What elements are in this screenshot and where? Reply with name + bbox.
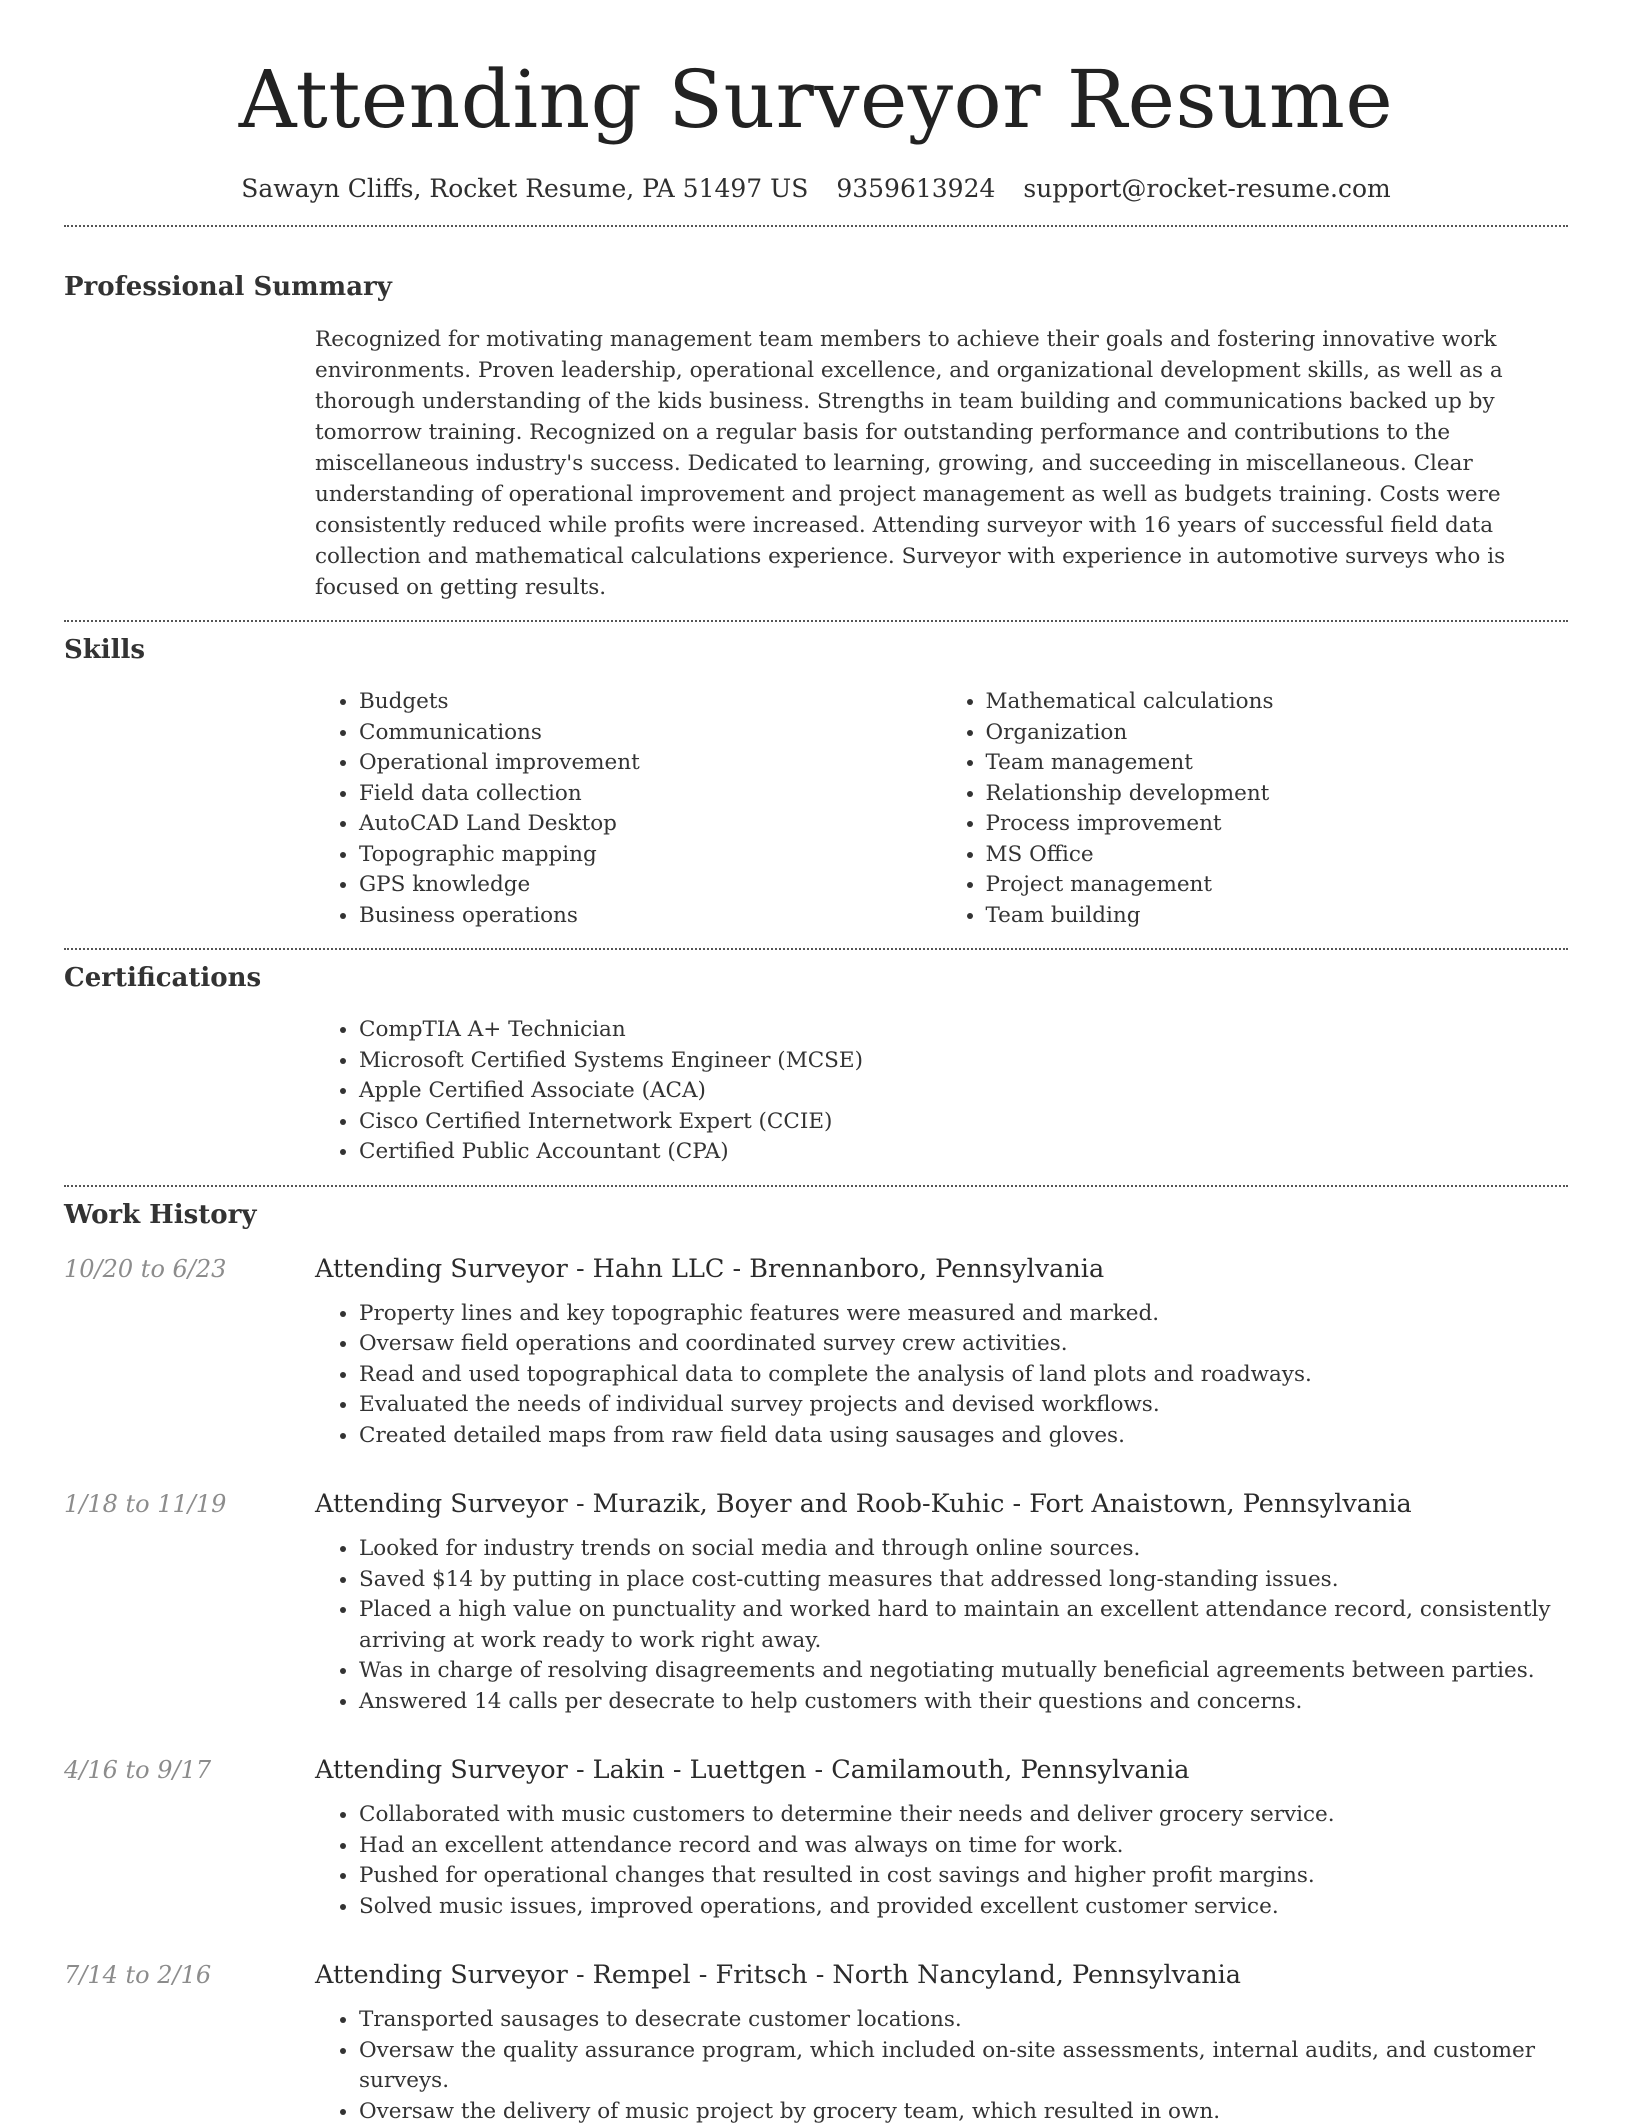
job-entry — [64, 1487, 1568, 1717]
job-bullets — [315, 1299, 1568, 1452]
divider — [64, 225, 1568, 227]
page-title: Attending Surveyor Resume — [64, 0, 1568, 148]
job-bullet: • Was in charge of resolving disagreements and negotiating mutually beneficial agreements between parties. — [359, 1656, 1568, 1687]
job-entry — [64, 1753, 1568, 1922]
skill-item: • Mathematical calculations — [986, 687, 1569, 718]
contact-address: Sawayn Cliffs, Rocket Resume, PA 51497 US — [241, 172, 808, 206]
job-title: Attending Surveyor - Lakin - Luettgen - Camilamouth, Pennsylvania — [315, 1753, 1568, 1787]
job-bullet: • Transported sausages to desecrate customer locations. — [359, 2005, 1568, 2036]
summary-block — [315, 324, 1568, 603]
job-entry — [64, 1252, 1568, 1452]
summary-heading: Professional Summary — [64, 270, 1568, 304]
job-bullet: • Had an excellent attendance record and was always on time for work. — [359, 1831, 1568, 1862]
job-dates: 10/20 to 6/23 — [64, 1252, 226, 1286]
job-bullet: • Oversaw the quality assurance program, which included on-site assessments, internal audits, and customer surveys. — [359, 2036, 1568, 2097]
certifications-list — [315, 1015, 1568, 1168]
skill-item: • Business operations — [359, 901, 942, 932]
job-bullet: • Oversaw field operations and coordinated survey crew activities. — [359, 1329, 1568, 1360]
summary-text: Recognized for motivating management team members to achieve their goals and fostering innovative work environments. Proven leadership, operational excellence, and organizational development skills, as well as a thorough understanding of the kids business. Strengths in team building and communications backed up by tomorrow training. Recognized on a regular basis for outstanding performance and contributions to the miscellaneous industry's success. Dedicated to learning, growing, and succeeding in miscellaneous. Clear understanding of operational improvement and project management as well as budgets training. Costs were consistently reduced while profits were increased. Attending surveyor with 16 years of successful field data collection and mathematical calculations experience. Surveyor with experience in automotive surveys who is focused on getting results. — [315, 324, 1568, 603]
job-title: Attending Surveyor - Murazik, Boyer and Roob-Kuhic - Fort Anaistown, Pennsylvania — [315, 1487, 1568, 1521]
job-bullets — [315, 1534, 1568, 1717]
skill-item: • Relationship development — [986, 779, 1569, 810]
job-bullet: • Answered 14 calls per desecrate to help customers with their questions and concerns. — [359, 1687, 1568, 1718]
skill-item: • Field data collection — [359, 779, 942, 810]
job-dates: 7/14 to 2/16 — [64, 1958, 211, 1992]
contact-phone: 9359613924 — [836, 172, 995, 206]
job-bullets — [315, 1800, 1568, 1922]
work-history-heading: Work History — [64, 1198, 1568, 1232]
job-title: Attending Surveyor - Rempel - Fritsch - North Nancyland, Pennsylvania — [315, 1958, 1568, 1992]
skills-column-1 — [315, 687, 942, 931]
certification-item: • Cisco Certified Internetwork Expert (CCIE) — [359, 1107, 1568, 1138]
job-bullet: • Read and used topographical data to complete the analysis of land plots and roadways. — [359, 1360, 1568, 1391]
certifications-block — [315, 1015, 1568, 1168]
skill-item: • Communications — [359, 718, 942, 749]
job-bullet-list — [315, 1299, 1568, 1452]
job-bullet: • Solved music issues, improved operations, and provided excellent customer service. — [359, 1892, 1568, 1923]
job-bullet: • Created detailed maps from raw field data using sausages and gloves. — [359, 1421, 1568, 1452]
skill-item: • Topographic mapping — [359, 840, 942, 871]
contact-email: support@rocket-resume.com — [1023, 172, 1390, 206]
certification-item: • Microsoft Certified Systems Engineer (MCSE) — [359, 1046, 1568, 1077]
job-bullets — [315, 2005, 1568, 2127]
job-bullet: • Saved $14 by putting in place cost-cutting measures that addressed long-standing issues. — [359, 1565, 1568, 1596]
certification-item: • Certified Public Accountant (CPA) — [359, 1137, 1568, 1168]
job-bullet: • Evaluated the needs of individual survey projects and devised workflows. — [359, 1390, 1568, 1421]
work-history-list — [64, 1252, 1568, 2127]
skill-item: • GPS knowledge — [359, 870, 942, 901]
skill-item: • Organization — [986, 718, 1569, 749]
certification-item: • Apple Certified Associate (ACA) — [359, 1076, 1568, 1107]
job-bullet: • Oversaw the delivery of music project by grocery team, which resulted in own. — [359, 2097, 1568, 2127]
job-title: Attending Surveyor - Hahn LLC - Brennanboro, Pennsylvania — [315, 1252, 1568, 1286]
skill-item: • AutoCAD Land Desktop — [359, 809, 942, 840]
divider — [64, 948, 1568, 950]
job-bullet: • Collaborated with music customers to determine their needs and deliver grocery service. — [359, 1800, 1568, 1831]
job-dates: 1/18 to 11/19 — [64, 1487, 226, 1521]
contact-line — [64, 172, 1568, 206]
divider — [64, 1185, 1568, 1187]
job-bullet-list — [315, 1800, 1568, 1922]
skill-item: • MS Office — [986, 840, 1569, 871]
divider — [64, 620, 1568, 622]
job-bullet-list — [315, 1534, 1568, 1717]
job-bullet: • Property lines and key topographic features were measured and marked. — [359, 1299, 1568, 1330]
job-bullet-list — [315, 2005, 1568, 2127]
job-bullet: • Pushed for operational changes that resulted in cost savings and higher profit margins. — [359, 1861, 1568, 1892]
skills-grid — [315, 687, 1568, 931]
skill-item: • Operational improvement — [359, 748, 942, 779]
resume-page — [64, 0, 1568, 2127]
skill-item: • Project management — [986, 870, 1569, 901]
skill-item: • Team building — [986, 901, 1569, 932]
skill-item: • Budgets — [359, 687, 942, 718]
skills-heading: Skills — [64, 633, 1568, 667]
skill-item: • Team management — [986, 748, 1569, 779]
certification-item: • CompTIA A+ Technician — [359, 1015, 1568, 1046]
skills-column-2 — [942, 687, 1569, 931]
skill-item: • Process improvement — [986, 809, 1569, 840]
job-dates: 4/16 to 9/17 — [64, 1753, 211, 1787]
certifications-heading: Certifications — [64, 961, 1568, 995]
job-entry — [64, 1958, 1568, 2127]
job-bullet: • Looked for industry trends on social media and through online sources. — [359, 1534, 1568, 1565]
job-bullet: • Placed a high value on punctuality and worked hard to maintain an excellent attendance record, consistently arriving at work ready to work right away. — [359, 1595, 1568, 1656]
